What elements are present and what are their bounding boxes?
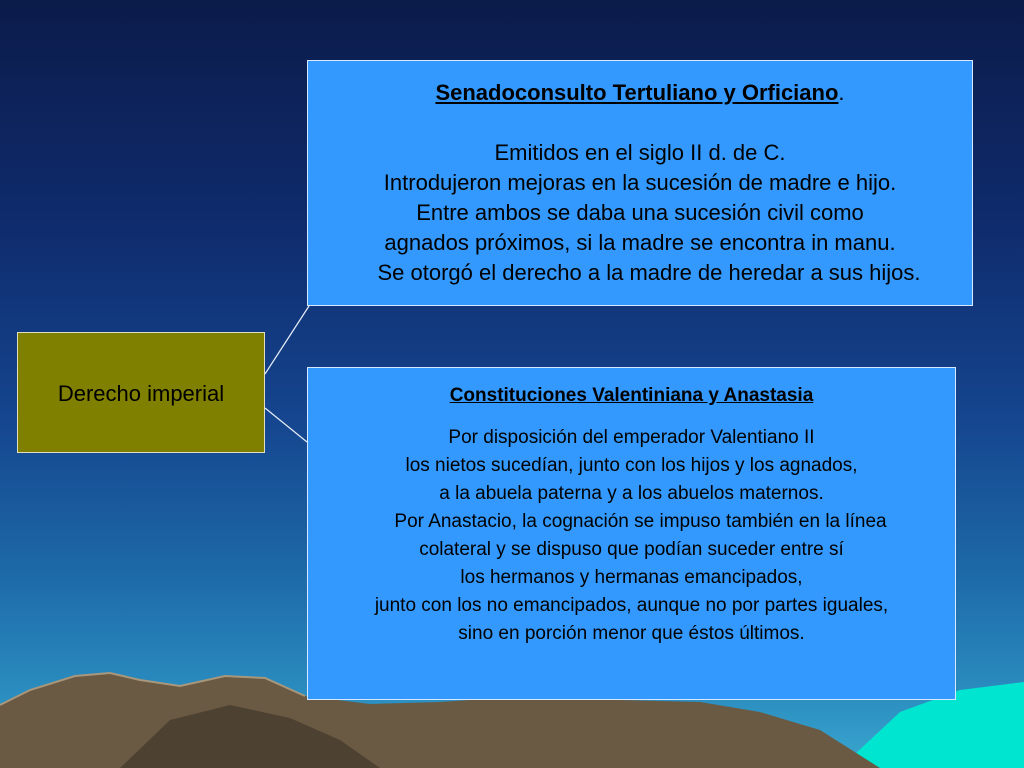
constituciones-line: sino en porción menor que éstos últimos. (458, 623, 805, 644)
constituciones-line: colateral y se dispuso que podían suceder entre sí (419, 539, 844, 560)
constituciones-box (307, 367, 956, 700)
senadoconsulto-line: Entre ambos se daba una sucesión civil como (416, 200, 864, 225)
senadoconsulto-title-suffix: . (838, 80, 845, 105)
derecho-imperial-label: Derecho imperial (57, 381, 225, 406)
constituciones-line: junto con los no emancipados, aunque no por partes iguales, (374, 595, 889, 616)
senadoconsulto-title-row (308, 78, 972, 108)
senadoconsulto-line: agnados próximos, si la madre se encontra in manu. (384, 230, 896, 255)
senadoconsulto-line: Introdujeron mejoras en la sucesión de madre e hijo. (383, 170, 897, 195)
connector-bottom (265, 408, 307, 442)
derecho-imperial-node (17, 332, 265, 453)
constituciones-line: a la abuela paterna y a los abuelos maternos. (439, 483, 824, 504)
constituciones-line: Por disposición del emperador Valentiano II (448, 427, 815, 448)
constituciones-line: los hermanos y hermanas emancipados, (460, 567, 803, 588)
constituciones-line: Por Anastacio, la cognación se impuso también en la línea (394, 511, 887, 532)
constituciones-title-row (308, 382, 955, 410)
senadoconsulto-line: Emitidos en el siglo II d. de C. (494, 140, 786, 165)
senadoconsulto-box (307, 60, 973, 306)
constituciones-title: Constituciones Valentiniana y Anastasia (449, 385, 814, 406)
senadoconsulto-title: Senadoconsulto Tertuliano y Orficiano (435, 80, 839, 105)
senadoconsulto-line: Se otorgó el derecho a la madre de heredar a sus hijos. (377, 260, 921, 285)
constituciones-line: los nietos sucedían, junto con los hijos y los agnados, (405, 455, 858, 476)
connector-top (265, 306, 309, 374)
